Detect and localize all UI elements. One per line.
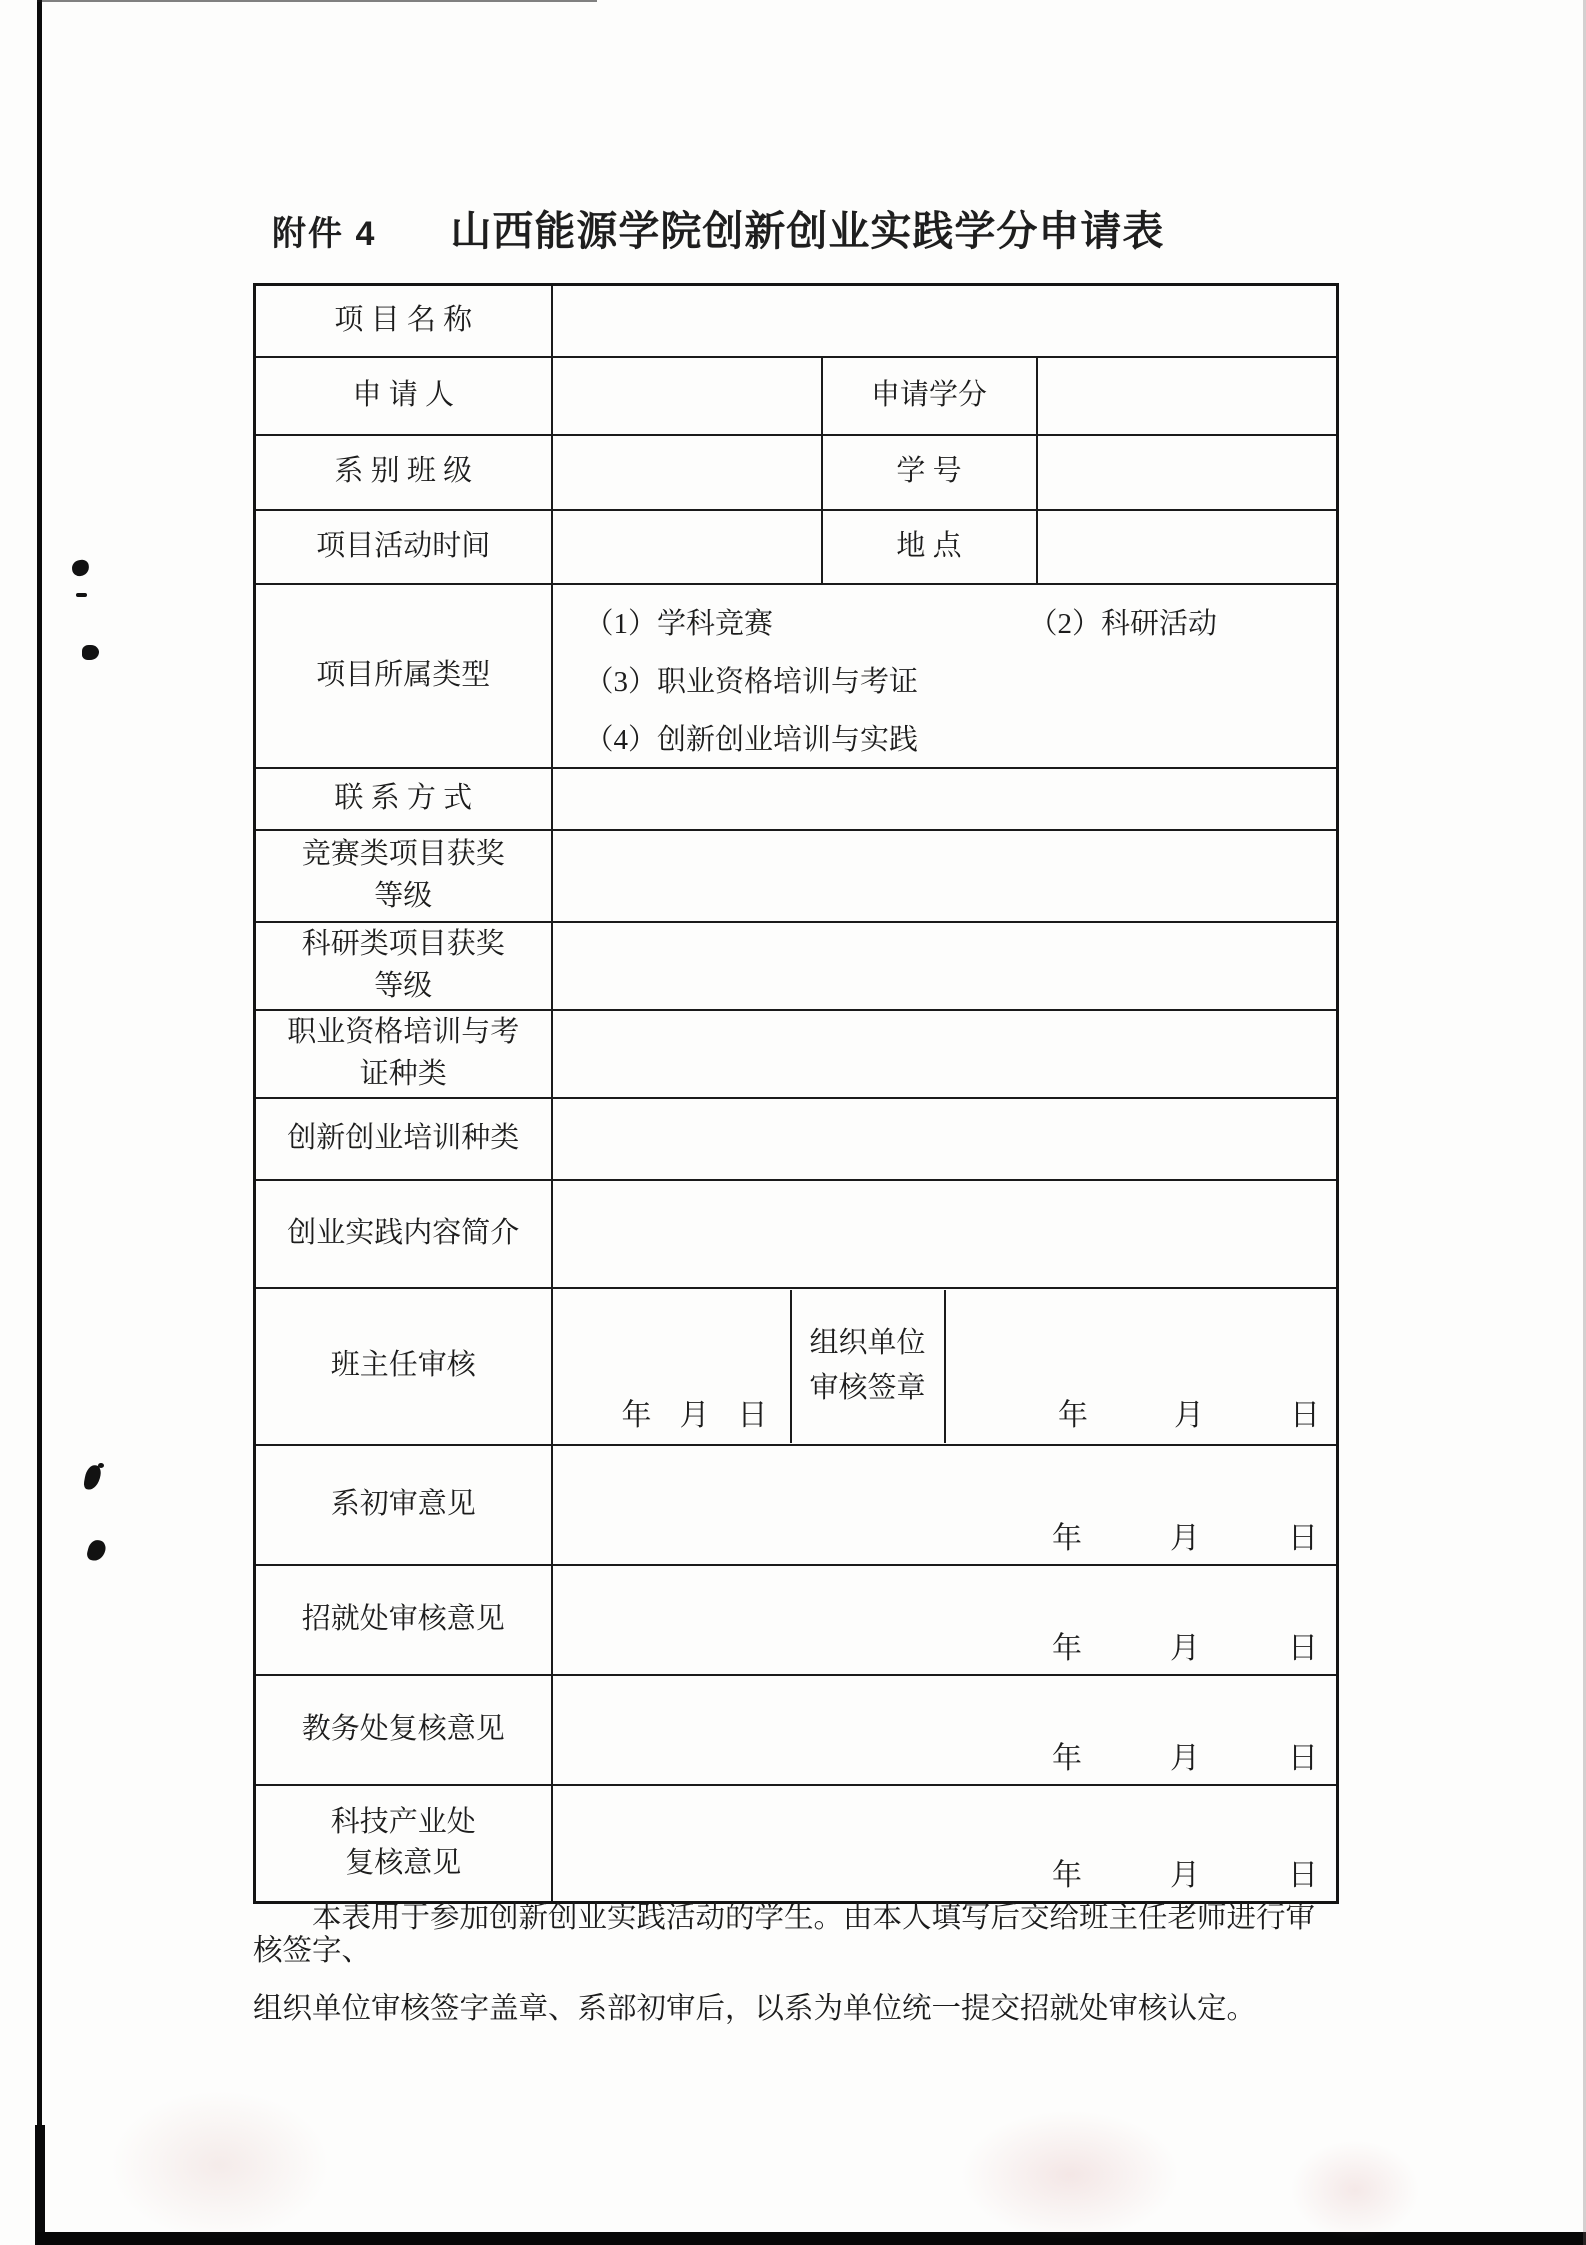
project-name-value-cell [552,285,1338,357]
contact-value-cell [552,768,1338,830]
page-title: 山西能源学院创新创业实践学分申请表 [450,208,1165,254]
scan-noise-patch [110,2090,330,2240]
attachment-number-label: 附件 4 [272,215,377,253]
date-month-label: 月 [1170,1631,1201,1665]
row-academic-review [255,1675,1338,1785]
org-unit-signature-cell [946,1290,1337,1443]
date-year-label: 年 [621,1398,652,1432]
date-line [1052,1521,1319,1555]
date-year-label: 年 [1052,1741,1083,1775]
practice-intro-label: 创业实践内容简介 [255,1180,552,1288]
project-name-label: 项 目 名 称 [255,285,552,357]
project-type-options-cell [552,584,1338,768]
practice-intro-value-cell [552,1180,1338,1288]
research-award-label-line2: 等级 [374,969,433,1002]
student-id-value-cell [1037,435,1338,510]
scan-edge-left-bar [37,0,42,2245]
org-unit-seal-label [792,1290,946,1443]
type-option-4: （4）创新创业培训与实践 [584,724,919,756]
date-line [1052,1861,1318,1891]
row-dept-review [255,1445,1338,1565]
ink-blot [71,559,90,577]
date-month-label: 月 [1174,1398,1205,1432]
recruitment-review-label: 招就处审核意见 [255,1565,552,1675]
ink-blot [76,593,87,597]
type-option-2: （2）科研活动 [1028,608,1218,640]
row-head-teacher-review [255,1288,1338,1445]
date-year-label: 年 [1058,1398,1089,1432]
vocational-cert-label-line2: 证种类 [359,1057,447,1090]
footer-line-1: 本表用于参加创新创业实践活动的学生。由本人填写后交给班主任老师进行审核签字、 [253,1902,1316,1968]
date-day-label: 日 [1288,1631,1319,1665]
scan-edge-top-line [37,0,597,2]
org-unit-label-line1: 组织单位 [809,1327,926,1360]
student-id-label: 学 号 [822,435,1037,510]
date-month-label: 月 [679,1398,710,1432]
vocational-cert-label [255,1010,552,1098]
recruitment-review-opinion-cell [552,1565,1338,1675]
vocational-cert-label-line1: 职业资格培训与考 [287,1016,520,1049]
date-line [1052,1741,1319,1775]
applicant-label: 申 请 人 [255,357,552,435]
project-type-options [553,585,1337,767]
activity-time-label: 项目活动时间 [255,510,552,584]
location-label: 地 点 [822,510,1037,584]
research-award-value-cell [552,922,1338,1010]
academic-review-label: 教务处复核意见 [255,1675,552,1785]
location-value-cell [1037,510,1338,584]
ink-blot [98,1463,104,1468]
row-competition-award [255,830,1338,922]
research-award-label [255,922,552,1010]
row-applicant [255,357,1338,435]
type-option-1: （1）学科竞赛 [584,608,774,640]
type-option-line-3 [585,709,1337,767]
department-class-label: 系 别 班 级 [255,435,552,510]
date-day-label: 日 [1290,1398,1321,1432]
type-option-line-2 [585,651,1337,709]
row-contact [255,768,1338,830]
credits-value-cell [1037,357,1338,435]
date-month-label: 月 [1170,1521,1201,1555]
type-option-3: （3）职业资格培训与考证 [584,666,919,698]
innovation-training-value-cell [552,1098,1338,1180]
date-line [1058,1398,1321,1432]
row-department-class [255,435,1338,510]
row-research-award [255,922,1338,1010]
contact-label: 联 系 方 式 [255,768,552,830]
department-class-value-cell [552,435,822,510]
scitech-review-label-line1: 科技产业处 [330,1806,476,1839]
date-day-label: 日 [1288,1741,1319,1775]
dept-review-label: 系初审意见 [255,1445,552,1565]
dept-review-opinion-cell [552,1445,1338,1565]
date-day-label: 日 [1288,1521,1319,1555]
footer-instructions [253,1902,1343,2026]
applicant-value-cell [552,357,822,435]
competition-award-label-line2: 等级 [374,879,433,912]
activity-time-value-cell [552,510,822,584]
competition-award-label [255,830,552,922]
row-practice-intro [255,1180,1338,1288]
project-type-label: 项目所属类型 [255,584,552,768]
competition-award-value-cell [552,830,1338,922]
vocational-cert-value-cell [552,1010,1338,1098]
research-award-label-line1: 科研类项目获奖 [301,928,505,961]
scan-edge-bottom-bar [37,2232,1586,2245]
document-header [272,198,1164,257]
application-form-table [253,283,1339,1904]
scitech-review-opinion-cell [552,1785,1338,1903]
ink-blot [83,1464,102,1491]
org-unit-label-line2: 审核签章 [809,1372,926,1404]
competition-award-label-line1: 竞赛类项目获奖 [301,838,505,871]
credits-label: 申请学分 [822,357,1037,435]
date-year-label: 年 [1052,1631,1083,1665]
date-year-label: 年 [1052,1859,1083,1892]
row-scitech-review [255,1785,1338,1903]
date-year-label: 年 [1052,1521,1083,1555]
row-innovation-training [255,1098,1338,1180]
date-line [1052,1631,1319,1665]
head-teacher-review-cell [552,1288,1338,1445]
scitech-review-label-line2: 复核意见 [345,1847,462,1880]
scan-edge-left-bottom [35,2125,45,2245]
innovation-training-label: 创新创业培训种类 [255,1098,552,1180]
date-month-label: 月 [1170,1859,1201,1892]
date-day-label: 日 [1288,1859,1319,1892]
scan-noise-patch [1290,2140,1420,2240]
date-line [621,1398,768,1432]
row-project-name [255,285,1338,357]
row-activity-time [255,510,1338,584]
row-recruitment-review [255,1565,1338,1675]
row-vocational-cert [255,1010,1338,1098]
scitech-review-label [255,1785,552,1903]
scan-noise-patch [960,2110,1180,2240]
head-teacher-review-label: 班主任审核 [255,1288,552,1445]
footer-line-2: 组织单位审核签字盖章、系部初审后，以系为单位统一提交招就处审核认定。 [253,1993,1257,2026]
ink-blot [82,645,99,660]
review-signature-area [553,1290,1337,1443]
row-project-type [255,584,1338,768]
academic-review-opinion-cell [552,1675,1338,1785]
date-day-label: 日 [737,1398,768,1432]
type-option-line-1 [585,593,1337,651]
date-month-label: 月 [1170,1741,1201,1775]
ink-blot [86,1538,108,1562]
head-teacher-signature-cell [553,1290,792,1443]
